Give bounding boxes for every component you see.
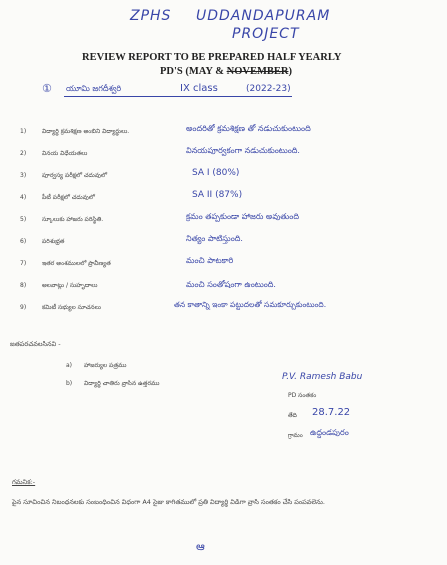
item-label: పూర్వస్య పరీక్షలో చదువులో [42, 172, 108, 179]
item-number: 4) [20, 194, 27, 201]
item-answer: నిత్యం పాటిస్తుంది. [186, 234, 243, 243]
student-class: IX class [180, 83, 218, 94]
item-answer: SA II (87%) [192, 190, 243, 200]
item-answer: వినయపూర్వకంగా నడుచుకుంటుంది. [186, 146, 300, 155]
student-index: ① [42, 82, 52, 95]
project-label: PROJECT [232, 26, 300, 42]
place-name: UDDANDAPURAM [196, 8, 331, 24]
item-label: వినయ విధేయతలు [42, 150, 88, 157]
item-label: అలవాట్లు / సుహృదాలు [42, 282, 98, 289]
note-text: పైన సూచించిన నిబంధనలకు సంబంధించిన విధంగా A4 సైజు కాగితములో ప్రతి విద్యార్థి విడిగా వ్రాసి సంతకం చేసి పంపవలెను. [12, 498, 325, 506]
item-label: పీటీ పరీక్షలో చదువులో [42, 194, 95, 201]
attachment-a-letter: a) [66, 362, 73, 369]
pd-signature: P.V. Ramesh Babu [282, 372, 363, 382]
attachments-heading: జతపరచవలసినవి - [10, 340, 61, 348]
item-label: ఇతర అంశములలో ప్రావీణ్యత [42, 260, 111, 267]
item-number: 6) [20, 238, 27, 245]
village-value: ఉద్దండపురం [310, 428, 349, 437]
school-name: ZPHS [130, 8, 172, 24]
attachment-b-text: విద్యార్థి చాతిరు వ్రాసిన ఉత్తరము [84, 380, 160, 387]
attachment-b-letter: b) [66, 380, 73, 387]
item-number: 7) [20, 260, 27, 267]
item-label: విద్యార్థి క్రమశిక్షణ అంబిని విద్యార్థులు. [42, 128, 130, 135]
item-label: స్కూలుకు హాజరు పరిస్థితి. [42, 216, 104, 223]
attachment-a-text: హాజర్యుల పత్రము [84, 362, 127, 369]
report-title-line1: REVIEW REPORT TO BE PREPARED HALF YEARLY [82, 52, 342, 63]
item-answer: క్రమం తప్పకుండా హాజరు అవుతుంది [186, 212, 299, 221]
footer-mark: ఆ [196, 540, 205, 553]
item-number: 2) [20, 150, 27, 157]
item-label: కమిటీ సభ్యుల సూచనలు [42, 304, 101, 311]
item-number: 1) [20, 128, 27, 135]
item-number: 9) [20, 304, 27, 311]
pd-signature-label: PD సంతకం [288, 392, 317, 399]
date-label: తేది [288, 412, 297, 419]
item-answer: తన కాతాన్ని ఇంకా పట్టుదలతో సమకూర్చుకుంటుంది. [174, 300, 327, 309]
note-heading: గమనిక:- [12, 478, 36, 486]
item-answer: మంచి సంతోషంగా ఉంటుంది. [186, 280, 276, 289]
student-name: యూమి జగదీశ్వరి [66, 84, 122, 93]
item-number: 3) [20, 172, 27, 179]
report-title-line2: PD'S (MAY & NOVEMBER) [160, 66, 292, 77]
academic-year: (2022-23) [246, 84, 291, 94]
village-label: గ్రామం [288, 432, 303, 439]
item-number: 5) [20, 216, 27, 223]
item-label: పరిశుభ్రత [42, 238, 65, 245]
item-answer: మంచి పాటకారి [186, 256, 234, 265]
date-value: 28.7.22 [312, 407, 351, 418]
item-answer: SA I (80%) [192, 168, 240, 178]
item-number: 8) [20, 282, 27, 289]
student-underline [64, 96, 292, 97]
item-answer: అందరితో క్రమశిక్షణ తో నడుచుకుంటుంది [186, 124, 311, 133]
